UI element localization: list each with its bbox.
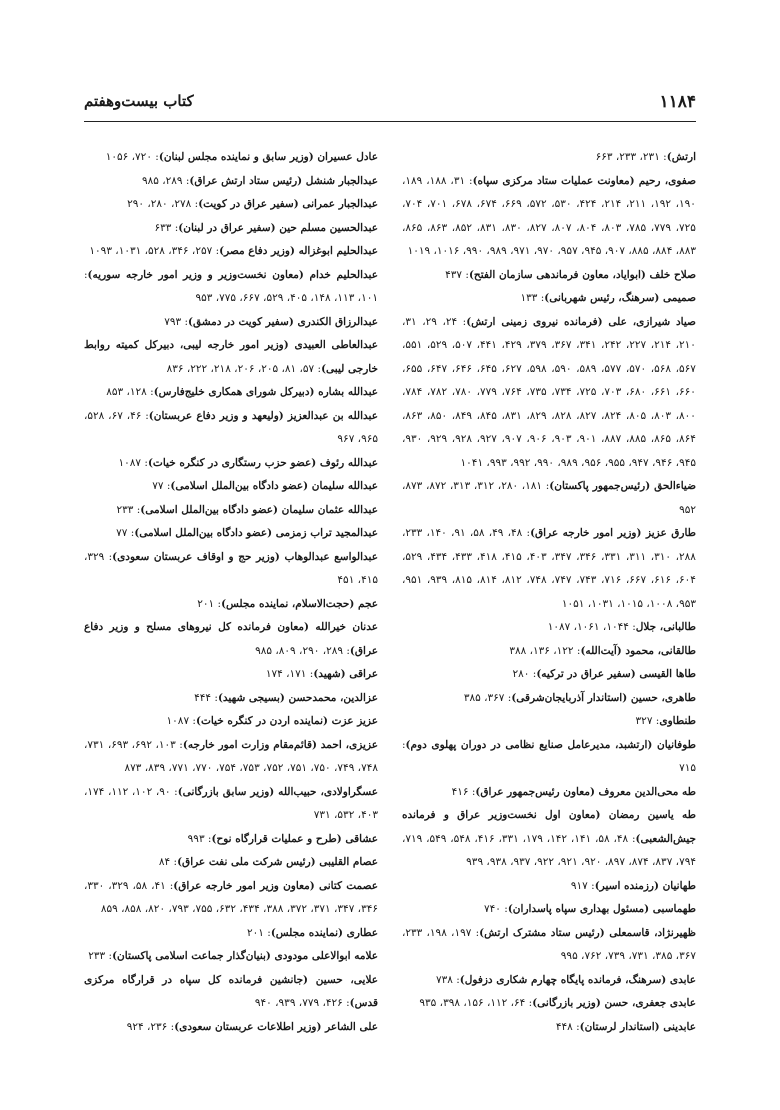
entry-name: طه یاسین رمضان (معاون اول نخست‌وزیر عراق و فرمانده جیش‌الشعبی)	[402, 809, 696, 845]
entry-name: عبدالحسین مسلم حین (سفیر عراق در لبنان)	[178, 221, 378, 234]
index-entry	[402, 170, 696, 264]
entry-name: عصمت کتانی (معاون وزیر امور خارجه عراق)	[173, 879, 379, 892]
entry-name: عطاری (نماینده مجلس)	[270, 926, 378, 939]
entry-page-refs: : ۱۹۷، ۱۹۸، ۲۳۳، ۳۶۷، ۳۸۵، ۷۳۱، ۷۳۹، ۷۶۲، ۹۹۵	[402, 926, 696, 962]
index-entry	[84, 687, 378, 711]
index-entry	[402, 146, 696, 170]
entry-name: عبدالله بن عبدالعزیز (ولیعهد و وزیر دفاع عربستان)	[148, 409, 378, 422]
index-entry	[402, 663, 696, 687]
entry-page-refs: : ۱۰۴۴، ۱۰۶۱، ۱۰۸۷	[547, 621, 636, 633]
index-entry	[84, 193, 378, 217]
entry-name: علایی، حسین (جانشین فرمانده کل سپاه در قرارگاه مرکزی قدس)	[84, 973, 378, 1009]
index-entry	[402, 875, 696, 899]
entry-page-refs: : ۱۰۱، ۱۱۳، ۱۴۸، ۴۰۵، ۵۲۹، ۶۶۷، ۷۷۵، ۹۵۳	[84, 268, 378, 304]
index-entry	[402, 475, 696, 522]
entry-name: عبدالمجید تراب زمزمی (عضو دادگاه بین‌الملل اسلامی)	[134, 527, 378, 539]
entry-page-refs: : ۱۰۸۷	[118, 456, 148, 469]
entry-name: طنطاوی	[659, 715, 696, 727]
index-entry	[84, 170, 378, 194]
index-entry	[84, 475, 378, 499]
entry-name: صفوی، رحیم (معاونت عملیات ستاد مرکزی سپاه)	[472, 174, 696, 187]
index-entry	[84, 945, 378, 969]
index-entry	[84, 616, 378, 663]
index-entry	[84, 264, 378, 311]
entry-name: عبدالله سلیمان (عضو دادگاه بین‌الملل اسلامی)	[170, 480, 378, 492]
entry-name: عبدالعاطی العبیدی (وزیر امور خارجه لیبی، دبیرکل کمیته روابط خارجی لیبی)	[84, 339, 378, 375]
entry-name: ضیاءالحق (رئیس‌جمهور پاکستان)	[549, 480, 696, 492]
index-entry	[402, 1016, 696, 1040]
entry-page-refs: : ۹۹۳	[187, 832, 212, 845]
entry-name: ظهیرنژاد، قاسمعلی (رئیس ستاد مشترک ارتش)	[479, 926, 696, 939]
entry-page-refs: : ۷۲۰، ۱۰۵۶	[105, 151, 159, 163]
entry-page-refs: : ۲۷۸، ۲۸۰، ۲۹۰	[127, 198, 199, 210]
index-entry	[402, 898, 696, 922]
index-entry	[402, 616, 696, 640]
index-entry	[84, 922, 378, 946]
entry-page-refs: : ۹۰، ۱۰۲، ۱۱۲، ۱۷۴، ۴۰۳، ۵۳۲، ۷۳۱	[84, 785, 378, 821]
entry-name: عراقی (شهید)	[313, 668, 378, 680]
index-entry	[84, 781, 378, 828]
entry-page-refs: : ۴۸، ۴۹، ۵۸، ۹۱، ۱۴۰، ۲۳۳، ۲۸۸، ۳۱۰، ۳۱۱، ۳۳۱، ۳۴۶، ۳۴۷، ۴۰۳، ۴۱۵، ۴۱۸، ۴۳۳، ۴۳۴، ۵۲۹، ۶۰۴، ۶۱۶، ۶۶۷، ۷۱۶، ۷۴۳، ۷۴۷، ۷۴۸، ۸۱۲، ۸۱۴، ۸۱۵، ۹۳۹، ۹۵۱، ۹۵۳، ۱۰۰۸، ۱۰۱۵، ۱۰۳۱، ۱۰۵۱	[402, 527, 696, 610]
index-entry	[402, 522, 696, 616]
entry-page-refs: : ۲۳۶، ۹۲۴	[126, 1020, 175, 1033]
entry-page-refs: : ۱۲۸، ۸۵۳	[106, 386, 154, 398]
entry-name: طوفانیان (ارتشبد، مدیرعامل صنایع نظامی در دوران پهلوی دوم)	[405, 738, 696, 751]
index-entry	[84, 710, 378, 734]
entry-name: عجم (حجت‌الاسلام، نماینده مجلس)	[221, 597, 378, 610]
index-entry	[402, 311, 696, 476]
entry-name: عبدالله بشاره (دبیرکل شورای همکاری خلیج‌فارس)	[153, 386, 378, 398]
entry-name: عصام القلیبی (رئیس شرکت ملی نفت عراق)	[177, 856, 378, 868]
entry-name: عبدالواسع عبدالوهاب (وزیر حج و اوقاف عربستان سعودی)	[112, 550, 378, 563]
entry-page-refs: : ۲۳۱، ۲۳۳، ۶۶۳	[595, 151, 667, 163]
entry-page-refs: : ۴۴۸	[555, 1020, 580, 1033]
header-rule	[84, 121, 696, 122]
entry-page-refs: : ۱۲۲، ۱۳۶، ۳۸۸	[509, 644, 581, 657]
entry-name: عبدالرزاق الکندری (سفیر کویت در دمشق)	[188, 315, 378, 328]
entry-name: صمیمی (سرهنگ، رئیس شهربانی)	[544, 292, 696, 304]
entry-name: طالبانی، جلال	[635, 621, 696, 633]
page-number: ۱۱۸۴	[659, 92, 696, 112]
entry-name: عابدینی (استاندار لرستان)	[579, 1020, 696, 1033]
entry-page-refs: : ۵۷، ۸۱، ۲۰۵، ۲۰۶، ۲۱۸، ۲۲۲، ۸۳۶	[166, 362, 322, 375]
entry-name: عزیز عزت (نماینده اردن در کنگره خیات)	[195, 715, 378, 727]
entry-name: طاهری، حسین (استاندار آذربایجان‌شرقی)	[511, 691, 696, 704]
index-entry	[402, 734, 696, 781]
entry-page-refs: : ۱۷۱، ۱۷۴	[265, 668, 314, 680]
entry-page-refs: : ۲۰۱	[247, 926, 271, 939]
entry-name: عدنان خیرالله (معاون فرمانده کل نیروهای مسلح و وزیر دفاع عراق)	[84, 621, 378, 657]
index-entry	[84, 875, 378, 922]
entry-page-refs: : ۴۱۶	[451, 785, 476, 798]
entry-page-refs: : ۲۸۹، ۹۸۵	[141, 174, 190, 187]
index-entry	[84, 240, 378, 264]
entry-page-refs: : ۸۴	[158, 856, 178, 868]
entry-page-refs: : ۲۳۳	[88, 950, 113, 962]
index-entry	[402, 710, 696, 734]
index-entry	[84, 381, 378, 405]
book-title: کتاب بیست‌وهفتم	[84, 92, 194, 110]
index-entry	[84, 1016, 378, 1040]
entry-name: علامه ابوالاعلی مودودی (بنیان‌گذار جماعت اسلامی پاکستان)	[112, 950, 378, 962]
entry-page-refs: : ۷۷	[116, 527, 135, 539]
index-entry	[84, 546, 378, 593]
index-entry	[84, 146, 378, 170]
entry-name: طالقانی، محمود (آیت‌الله)	[580, 644, 696, 657]
entry-page-refs: : ۲۴، ۲۹، ۳۱، ۲۱۰، ۲۱۴، ۲۲۷، ۲۴۲، ۳۴۱، ۳۶۷، ۳۷۹، ۴۲۹، ۴۴۱، ۵۰۷، ۵۲۹، ۵۵۱، ۵۶۷، ۵۶۸، ۵۷۰، ۵۷۷، ۵۸۹، ۵۹۰، ۵۹۸، ۶۲۷، ۶۴۵، ۶۴۶، ۶۴۷، ۶۵۵، ۶۶۰، ۶۶۱، ۶۸۰، ۷۰۳، ۷۲۵، ۷۳۴، ۷۳۵، ۷۶۴، ۷۷۹، ۷۸۰، ۷۸۲، ۷۸۴، ۸۰۰، ۸۰۳، ۸۰۵، ۸۲۴، ۸۲۷، ۸۲۸، ۸۲۹، ۸۳۱، ۸۴۵، ۸۴۹، ۸۵۰، ۸۶۳، ۸۶۴، ۸۶۵، ۸۸۵، ۸۸۷، ۹۰۱، ۹۰۳، ۹۰۶، ۹۰۷، ۹۲۷، ۹۲۸، ۹۲۹، ۹۳۰، ۹۴۵، ۹۴۶، ۹۴۷، ۹۵۵، ۹۵۶، ۹۸۹، ۹۹۰، ۹۹۲، ۹۹۳، ۱۰۴۱	[402, 315, 696, 469]
entry-page-refs: : ۶۴، ۱۱۲، ۱۵۶، ۳۹۸، ۹۳۵	[419, 997, 533, 1009]
entry-page-refs: : ۴۸، ۵۸، ۱۴۱، ۱۴۲، ۱۷۹، ۳۳۱، ۴۱۶، ۵۴۸، ۵۴۹، ۷۱۹، ۷۹۴، ۸۳۷، ۸۷۴، ۸۹۷، ۹۲۰، ۹۲۱، ۹۲۲، ۹۳۷، ۹۳۸، ۹۳۹	[402, 832, 696, 868]
entry-page-refs: : ۴۲۶، ۷۷۹، ۹۳۹، ۹۴۰	[254, 997, 350, 1009]
entry-page-refs: : ۴۶، ۶۷، ۵۲۸، ۹۶۵، ۹۶۷	[84, 409, 378, 445]
entry-name: عشاقی (طرح و عملیات قرارگاه نوح)	[211, 832, 378, 845]
index-entry	[84, 734, 378, 781]
entry-name: عبدالحلیم ابوغزاله (وزیر دفاع مصر)	[219, 245, 378, 257]
entry-page-refs: : ۷۱۵	[402, 738, 696, 774]
entry-name: طهماسبی (مسئول بهداری سپاه پاسداران)	[507, 903, 696, 915]
index-entry	[84, 593, 378, 617]
index-entry	[402, 264, 696, 288]
entry-page-refs: : ۱۰۳، ۶۹۲، ۶۹۳، ۷۳۱، ۷۴۸، ۷۴۹، ۷۵۰، ۷۵۱، ۷۵۲، ۷۵۳، ۷۵۴، ۷۷۰، ۷۷۱، ۸۳۹، ۸۷۳	[84, 738, 378, 774]
index-entry	[84, 405, 378, 452]
entry-page-refs: : ۲۰۱	[197, 597, 222, 610]
index-entry	[84, 828, 378, 852]
entry-name: عبدالحلیم خدام (معاون نخست‌وزیر و وزیر امور خارجه سوریه)	[87, 268, 378, 281]
index-entry	[84, 311, 378, 335]
entry-name: عابدی جعفری، حسن (وزیر بازرگانی)	[532, 997, 696, 1009]
index-entry	[402, 922, 696, 969]
entry-page-refs: : ۱۰۸۷	[166, 715, 196, 727]
entry-page-refs: : ۹۱۷	[570, 879, 595, 892]
entry-page-refs: : ۳۶۷، ۳۸۵	[463, 691, 512, 704]
index-entry	[84, 969, 378, 1016]
entry-page-refs: : ۳۱، ۱۸۸، ۱۸۹، ۱۹۰، ۱۹۲، ۲۱۱، ۲۱۴، ۴۲۴، ۵۳۰، ۵۷۲، ۶۶۹، ۶۷۴، ۶۷۸، ۷۰۱، ۷۰۴، ۷۲۵، ۷۷۹، ۷۸۵، ۸۰۳، ۸۰۴، ۸۰۷، ۸۲۷، ۸۳۰، ۸۳۱، ۸۵۲، ۸۶۳، ۸۶۵، ۸۸۳، ۸۸۴، ۸۸۵، ۹۰۷، ۹۴۵، ۹۵۷، ۹۷۰، ۹۷۱، ۹۸۹، ۹۹۰، ۱۰۱۶، ۱۰۱۹	[402, 174, 696, 257]
entry-name: صلاح خلف (ابوایاد، معاون فرماندهی سازمان الفتح)	[468, 268, 696, 281]
index-entry	[402, 781, 696, 805]
entry-page-refs: : ۷۷	[152, 480, 171, 492]
entry-page-refs: : ۲۸۰	[512, 668, 537, 680]
entry-page-refs: : ۷۳۸	[435, 973, 460, 986]
entry-name: عزیزی، احمد (قائم‌مقام وزارت امور خارجه)	[182, 738, 378, 751]
index-entry	[402, 687, 696, 711]
index-entry	[402, 992, 696, 1016]
index-entry	[84, 499, 378, 523]
entry-page-refs: : ۷۹۳	[164, 315, 189, 328]
entry-name: عبدالجبار عمرانی (سفیر عراق در کویت)	[198, 198, 378, 210]
index-entry	[84, 522, 378, 546]
entry-name: عبدالله رئوف (عضو حزب رستگاری در کنگره خیات)	[147, 456, 378, 469]
page-header	[84, 88, 696, 118]
entry-name: طاها القیسی (سفیر عراق در ترکیه)	[536, 668, 696, 680]
entry-page-refs: : ۴۴۴	[194, 691, 218, 704]
entry-name: طهانیان (رزمنده اسیر)	[594, 879, 696, 892]
entry-page-refs: : ۲۵۷، ۳۴۶، ۵۲۸، ۱۰۳۱، ۱۰۹۳	[89, 245, 220, 257]
index-entry	[402, 804, 696, 875]
index-entry	[84, 452, 378, 476]
entry-name: طارق عزیز (وزیر امور خارجه عراق)	[530, 527, 696, 539]
index-entry	[84, 217, 378, 241]
entry-name: عابدی (سرهنگ، فرمانده پایگاه چهارم شکاری دزفول)	[459, 973, 696, 986]
entry-page-refs: : ۶۳۳	[154, 221, 179, 234]
entry-name: عبدالجبار شنشل (رئیس ستاد ارتش عراق)	[189, 174, 378, 187]
entry-name: عادل عسیران (وزیر سابق و نماینده مجلس لبنان)	[158, 151, 378, 163]
index-entry	[402, 640, 696, 664]
index-entry	[84, 851, 378, 875]
entry-page-refs: : ۴۳۷	[445, 268, 469, 281]
entry-name: عزالدین، محمدحسن (بسیجی شهید)	[217, 691, 378, 704]
entry-name: علی الشاعر (وزیر اطلاعات عربستان سعودی)	[174, 1020, 378, 1033]
entry-page-refs: : ۲۸۹، ۲۹۰، ۸۰۹، ۹۸۵	[255, 644, 350, 657]
entry-name: صیاد شیرازی، علی (فرمانده نیروی زمینی ارتش)	[466, 315, 696, 328]
entry-page-refs: : ۴۱، ۵۸، ۳۲۹، ۳۳۰، ۳۴۶، ۳۴۷، ۳۷۱، ۳۷۲، ۳۸۸، ۴۳۴، ۶۳۲، ۷۵۵، ۷۹۳، ۸۲۰، ۸۵۸، ۸۵۹	[84, 879, 378, 915]
index-column-left	[84, 146, 378, 1039]
entry-page-refs: : ۲۳۳	[116, 503, 141, 516]
index-entry	[84, 663, 378, 687]
entry-page-refs: : ۳۲۷	[635, 715, 660, 727]
index-column-right	[402, 146, 696, 1039]
index-entry	[402, 969, 696, 993]
entry-name: عبدالله عثمان سلیمان (عضو دادگاه بین‌الملل اسلامی)	[140, 503, 378, 516]
entry-page-refs: : ۳۲۹، ۴۱۵، ۴۵۱	[84, 550, 378, 586]
entry-page-refs: : ۱۳۳	[520, 292, 545, 304]
entry-name: طه محی‌الدین معروف (معاون رئیس‌جمهور عراق)	[475, 785, 696, 798]
index-entry	[84, 334, 378, 381]
entry-page-refs: : ۷۴۰	[484, 903, 508, 915]
index-entry	[402, 287, 696, 311]
entry-page-refs: : ۱۸۱، ۲۸۰، ۳۱۲، ۳۱۳، ۸۷۲، ۸۷۳، ۹۵۲	[402, 480, 696, 516]
entry-name: ارتش)	[666, 151, 696, 163]
entry-name: عسگراولادی، حبیب‌الله (وزیر سابق بازرگانی)	[177, 785, 378, 798]
